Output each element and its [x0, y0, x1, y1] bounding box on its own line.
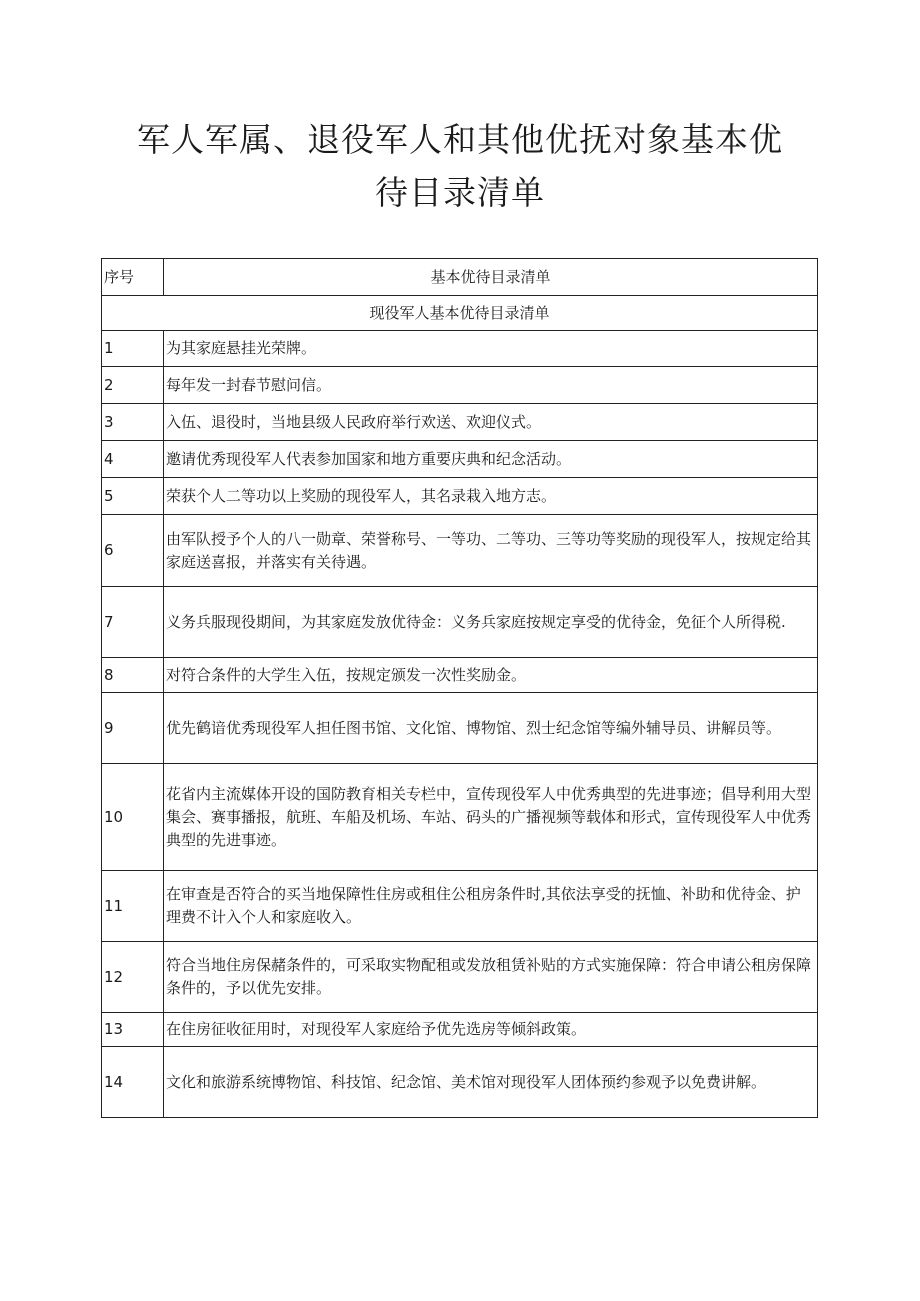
- section-row: [102, 296, 818, 331]
- row-content: 优先鹤谙优秀现役军人担任图书馆、文化馆、博物馆、烈士纪念馆等编外辅导员、讲解员等。: [164, 693, 818, 764]
- row-number: 14: [102, 1047, 164, 1118]
- row-number: 10: [102, 764, 164, 871]
- row-number: 13: [102, 1013, 164, 1047]
- table-row: [102, 942, 818, 1013]
- row-number: 5: [102, 478, 164, 515]
- header-title: 基本优待目录清单: [164, 259, 818, 296]
- row-number: 8: [102, 658, 164, 693]
- table-row: [102, 367, 818, 404]
- document-title: [0, 113, 920, 219]
- header-num: 序号: [102, 259, 164, 296]
- row-number: 6: [102, 515, 164, 587]
- table-row: [102, 515, 818, 587]
- row-content: 花省内主流媒体开设的国防教育相关专栏中，宣传现役军人中优秀典型的先进事迹；倡导利用大型集会、赛事播报，航班、车船及机场、车站、码头的广播视频等载体和形式，宣传现役军人中优秀典型的先进事迹。: [164, 764, 818, 871]
- title-line-1: 军人军属、退役军人和其他优抚对象基本优: [137, 120, 783, 159]
- row-number: 7: [102, 587, 164, 658]
- row-content: 每年发一封春节慰问信。: [164, 367, 818, 404]
- benefits-table: [101, 258, 818, 1118]
- table-row: [102, 441, 818, 478]
- row-content: 入伍、退役时，当地县级人民政府举行欢送、欢迎仪式。: [164, 404, 818, 441]
- title-line-2: 待目录清单: [375, 173, 545, 212]
- row-content: 文化和旅游系统博物馆、科技馆、纪念馆、美术馆对现役军人团体预约参观予以免费讲解。: [164, 1047, 818, 1118]
- table-row: [102, 1047, 818, 1118]
- row-number: 12: [102, 942, 164, 1013]
- table-row: [102, 331, 818, 367]
- row-number: 3: [102, 404, 164, 441]
- row-content: 由军队授予个人的八一勋章、荣誉称号、一等功、二等功、三等功等奖励的现役军人，按规定给其家庭送喜报，并落实有关待遇。: [164, 515, 818, 587]
- row-content: 荣获个人二等功以上奖励的现役军人，其名录栽入地方志。: [164, 478, 818, 515]
- table-row: [102, 658, 818, 693]
- header-row: [102, 259, 818, 296]
- row-number: 11: [102, 871, 164, 942]
- table-row: [102, 478, 818, 515]
- table-row: [102, 587, 818, 658]
- row-content: 符合当地住房保赭条件的，可采取实物配租或发放租赁补贴的方式实施保障：符合申请公租房保障条件的，予以优先安排。: [164, 942, 818, 1013]
- section-title: 现役军人基本优待目录清单: [102, 296, 818, 331]
- row-content: 在审查是否符合的买当地保障性住房或租住公租房条件时,其依法享受的抚恤、补助和优待金、护理费不计入个人和家庭收入。: [164, 871, 818, 942]
- table-row: [102, 871, 818, 942]
- row-number: 1: [102, 331, 164, 367]
- table-row: [102, 693, 818, 764]
- table-row: [102, 404, 818, 441]
- row-content: 对符合条件的大学生入伍，按规定颁发一次性奖励金。: [164, 658, 818, 693]
- row-content: 义务兵服现役期间，为其家庭发放优待金：义务兵家庭按规定享受的优待金，免征个人所得税.: [164, 587, 818, 658]
- row-number: 4: [102, 441, 164, 478]
- row-content: 为其家庭悬挂光荣牌。: [164, 331, 818, 367]
- table-row: [102, 764, 818, 871]
- row-number: 2: [102, 367, 164, 404]
- row-content: 在住房征收征用时，对现役军人家庭给予优先选房等倾斜政策。: [164, 1013, 818, 1047]
- table-row: [102, 1013, 818, 1047]
- row-content: 邀请优秀现役军人代表参加国家和地方重要庆典和纪念活动。: [164, 441, 818, 478]
- row-number: 9: [102, 693, 164, 764]
